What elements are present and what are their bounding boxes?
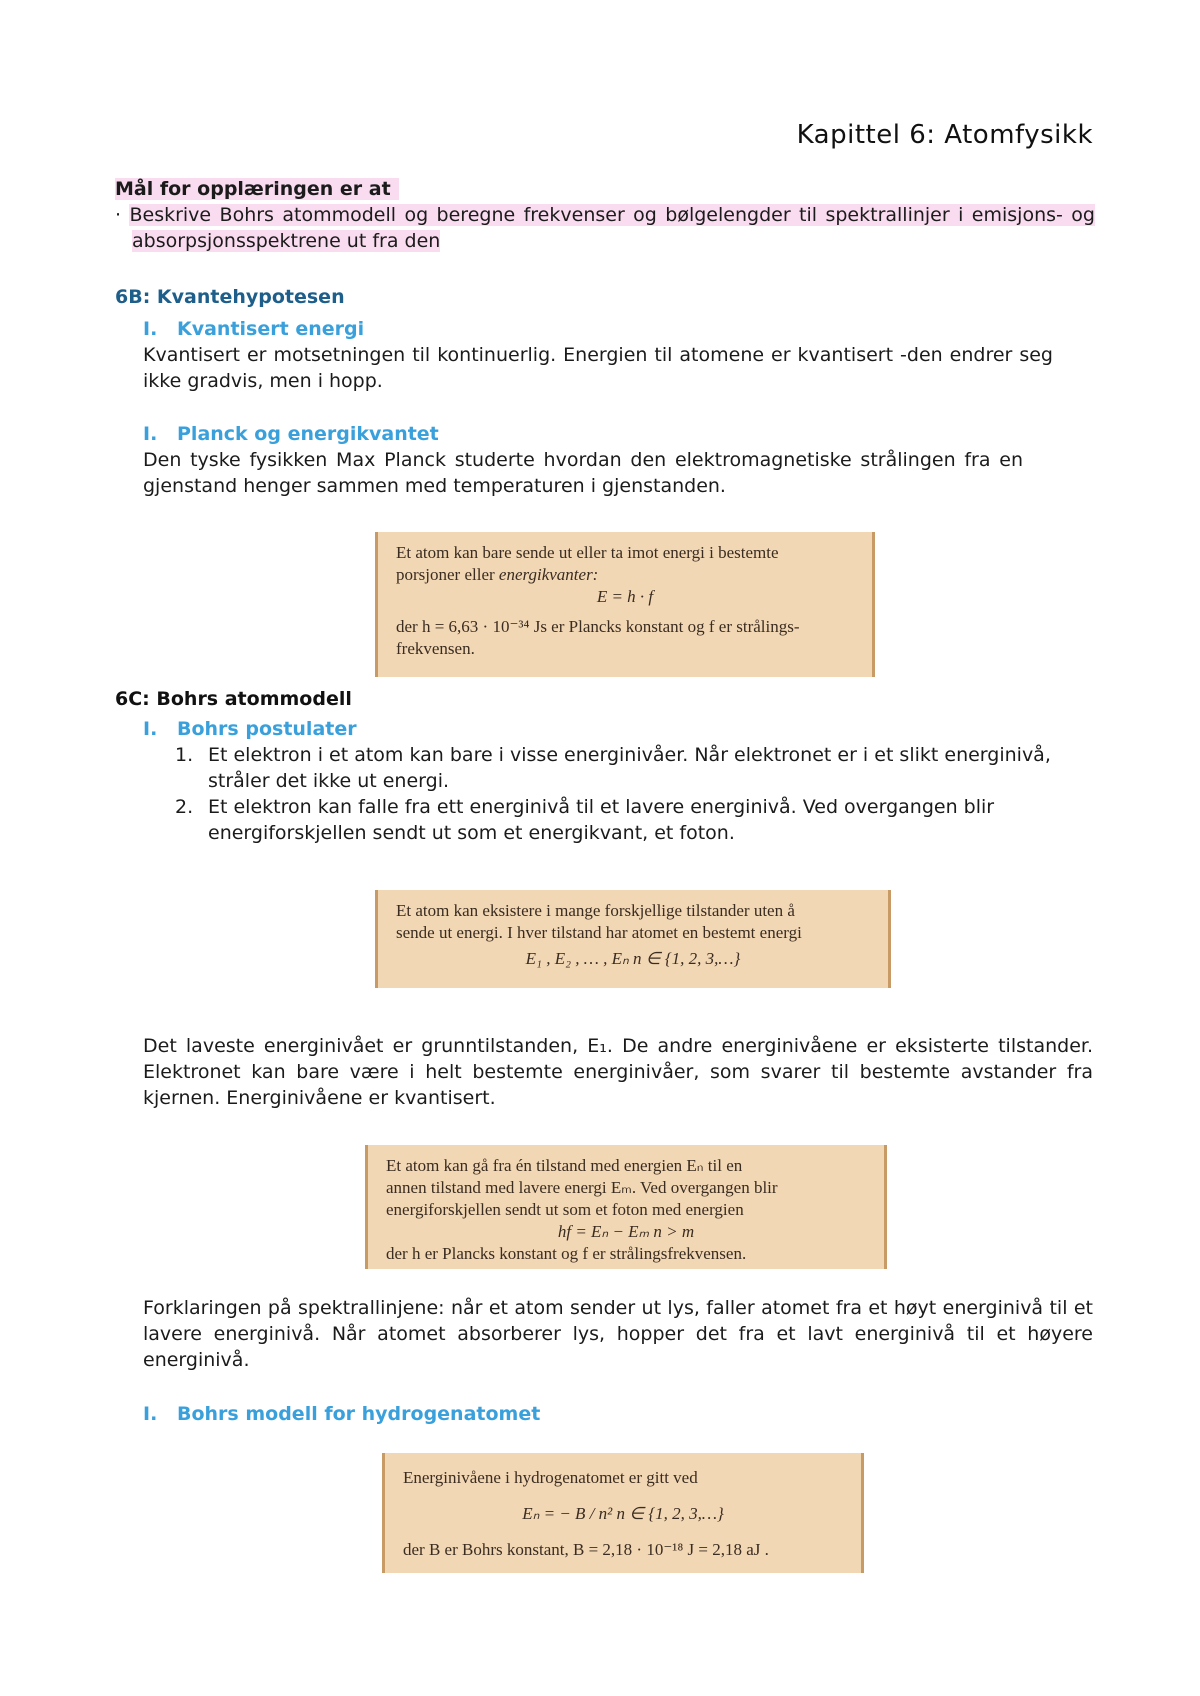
section-6b-sub2-heading: [143, 421, 439, 447]
section-6c-heading: 6C: Bohrs atommodell: [115, 688, 352, 710]
sub-title: Planck og energikvantet: [177, 423, 439, 445]
hydrogen-box: [382, 1453, 864, 1573]
box-formula: E₁ , E₂ , … , Eₙ n ∈ {1, 2, 3,…}: [525, 949, 741, 968]
section-6b-sub1-text: Kvantisert er motsetningen til kontinuerlig. Energien til atomene er kvantisert -den endrer seg ikke gradvis, men i hopp.: [143, 344, 1053, 392]
box-line: Energinivåene i hydrogenatomet er gitt ved: [403, 1468, 698, 1487]
section-6c-paragraph-1: Det laveste energinivået er grunntilstanden, E₁. De andre energinivåene er eksisterte tilstander. Elektronet kan bare være i helt bestemte energinivåer, som svarer til bestemte avstander fra kjernen. Energinivåene er kvantisert.: [143, 1035, 1093, 1109]
section-6c-sub1-heading: [143, 716, 357, 742]
list-item: 2. Et elektron kan falle fra ett energinivå til et lavere energinivå. Ved overgangen blir energiforskjellen sendt ut som et energikvant, et foton.: [175, 796, 995, 844]
list-item: 1. Et elektron i et atom kan bare i visse energinivåer. Når elektronet er i et slikt energinivå, stråler det ikke ut energi.: [175, 744, 1051, 792]
sub-number: I.: [143, 1403, 158, 1425]
box-line: der h er Plancks konstant og f er strålingsfrekvensen.: [386, 1244, 747, 1263]
box-line: annen tilstand med lavere energi Eₘ. Ved overgangen blir: [386, 1178, 778, 1197]
box-formula: hf = Eₙ − Eₘ n > m: [557, 1222, 695, 1241]
box-line: energiforskjellen sendt ut som et foton med energien: [386, 1200, 744, 1219]
sub-number: I.: [143, 318, 158, 340]
postulates-list: [143, 742, 1093, 846]
page-title: Kapittel 6: Atomfysikk: [796, 120, 1093, 150]
sub-title: Bohrs modell for hydrogenatomet: [177, 1403, 541, 1425]
goal-line-2: absorpsjonsspektrene ut fra den: [132, 230, 441, 252]
box-formula: E = h · f: [596, 587, 654, 606]
sub-title: Kvantisert energi: [177, 318, 365, 340]
box-line: porsjoner eller energikvanter:: [396, 565, 599, 584]
transition-box: [365, 1145, 887, 1269]
section-6b-sub1-heading: [143, 316, 364, 342]
box-line: Et atom kan bare sende ut eller ta imot energi i bestemte: [396, 543, 779, 562]
planck-box: [375, 532, 875, 677]
box-line: Et atom kan eksistere i mange forskjellige tilstander uten å: [396, 901, 795, 920]
goal-bullet: ·: [115, 204, 122, 226]
sub-number: I.: [143, 718, 158, 740]
section-6b-heading: 6B: Kvantehypotesen: [115, 286, 345, 308]
box-line: der h = 6,63 · 10⁻³⁴ Js er Plancks konstant og f er strålings-: [396, 617, 800, 636]
states-box: [375, 890, 891, 988]
section-6c-paragraph-2: Forklaringen på spektrallinjene: når et atom sender ut lys, faller atomet fra et høyt energinivå til et lavere energinivå. Når atomet absorberer lys, hopper det fra et lavt energinivå til et høyere energinivå.: [143, 1297, 1093, 1371]
sub-title: Bohrs postulater: [177, 718, 357, 740]
box-line: der B er Bohrs konstant, B = 2,18 · 10⁻¹⁸ J = 2,18 aJ .: [403, 1540, 769, 1559]
goals-heading: Mål for opplæringen er at: [115, 178, 399, 200]
box-formula: Eₙ = − B / n² n ∈ {1, 2, 3,…}: [522, 1504, 724, 1523]
box-line: Et atom kan gå fra én tilstand med energien Eₙ til en: [386, 1156, 743, 1175]
sub-number: I.: [143, 423, 158, 445]
goal-line-1: Beskrive Bohrs atommodell og beregne frekvenser og bølgelengder til spektrallinjer i emisjons- og: [129, 204, 1095, 226]
box-line: frekvensen.: [396, 639, 475, 658]
box-line: sende ut energi. I hver tilstand har atomet en bestemt energi: [396, 923, 802, 942]
goals-block: [115, 176, 1095, 254]
section-6c-sub2-heading: [143, 1401, 540, 1427]
box-emphasis: energikvanter:: [498, 565, 599, 584]
section-6b-sub2-text: Den tyske fysikken Max Planck studerte hvordan den elektromagnetiske strålingen fra en gjenstand henger sammen med temperaturen i gjenstanden.: [143, 449, 1023, 497]
